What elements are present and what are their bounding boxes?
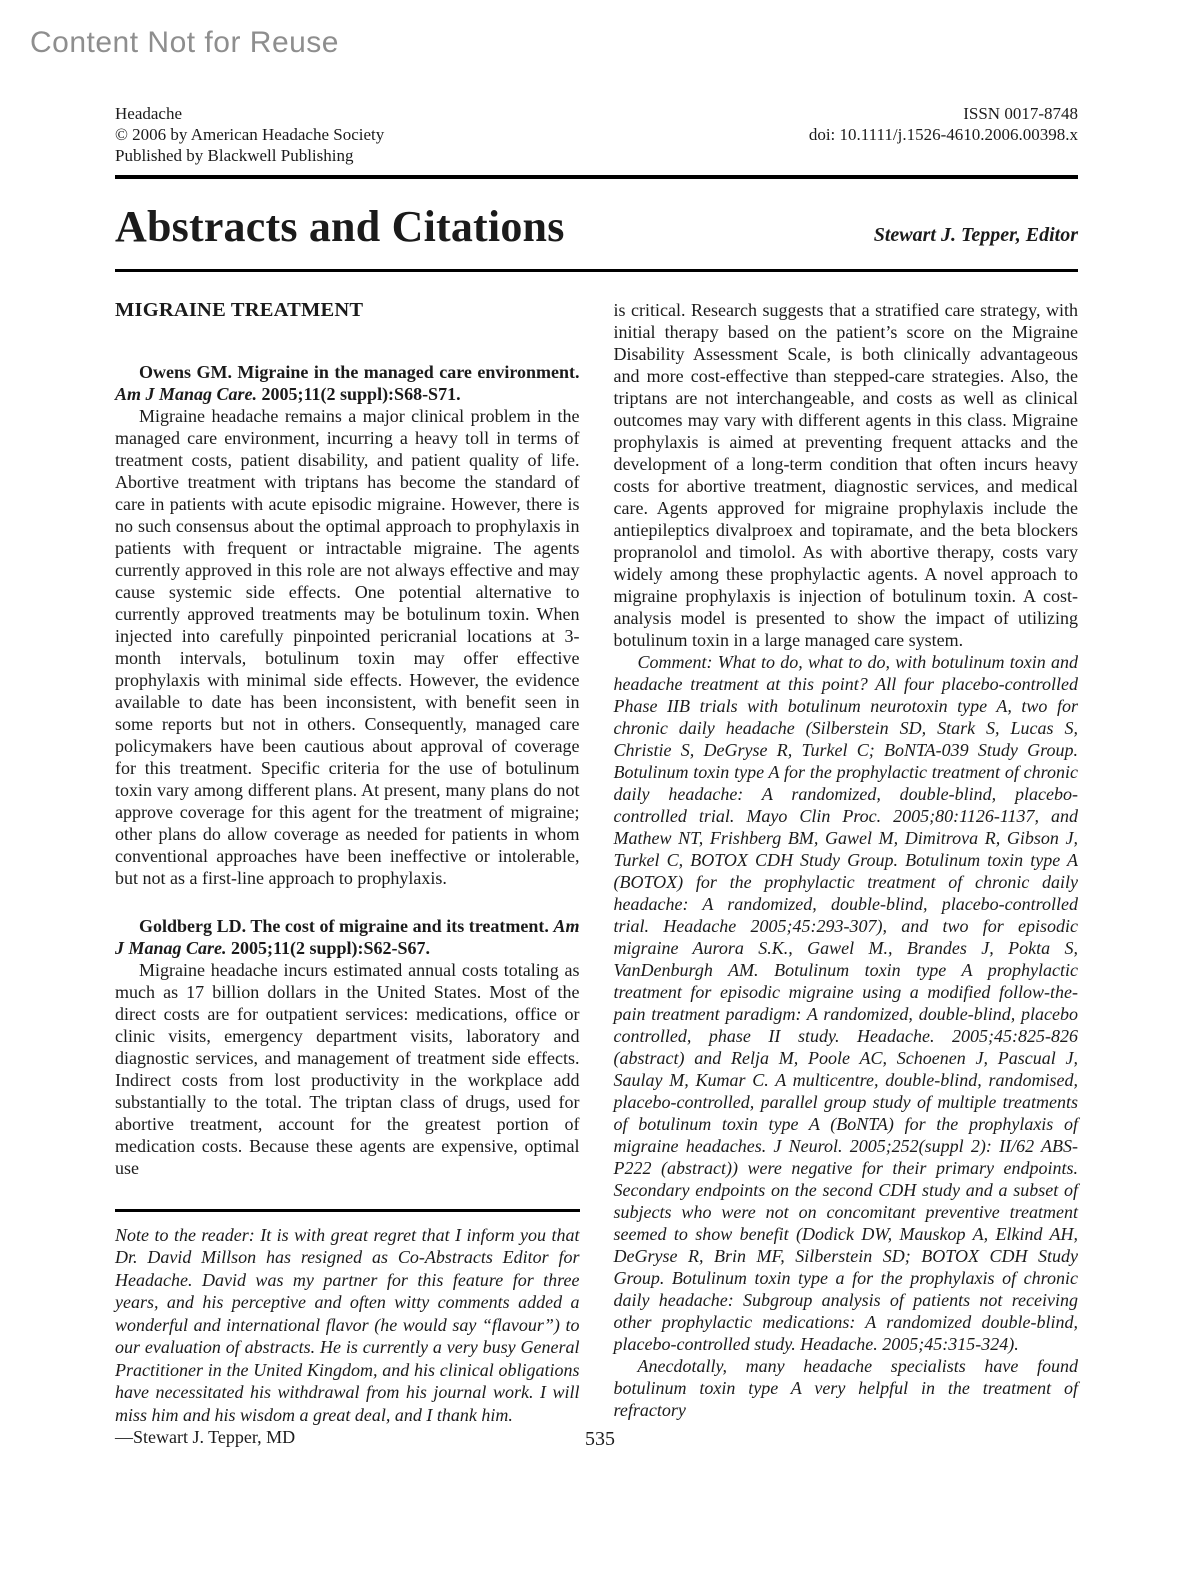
section-heading-migraine-treatment: MIGRAINE TREATMENT [115, 299, 364, 322]
journal-info-block [115, 103, 384, 166]
citation-owens-ref: 2005;11(2 suppl):S68-S71. [261, 384, 461, 405]
abstract-goldberg-continuation: is critical. Research suggests that a stratified care strategy, with initial therapy based on the patient’s score on the Migraine Disability Assessment Scale, is both clinically advantageous and more cost-effective than stepped-care strategies. Also, the triptans are not interchangeable, and costs as well as clinical outcomes may vary with different agents in this class. Migraine prophylaxis is aimed at preventing frequent attacks and the development of a long-term condition that often incurs heavy costs for abortive treatment, diagnostic services, and medical care. Agents approved for migraine prophylaxis include the antiepileptics divalproex and topiramate, and the beta blockers propranolol and timolol. As with abortive therapy, costs vary widely among these prophylactic agents. A novel approach to migraine prophylaxis is injection of botulinum toxin. A cost-analysis model is presented to show the impact of utilizing botulinum toxin in a large managed care system. [613, 300, 1078, 651]
issn-line: ISSN 0017-8748 [963, 104, 1078, 123]
issn-doi-block [809, 103, 1078, 166]
note-to-reader [115, 1224, 580, 1449]
doi-line: doi: 10.1111/j.1526-4610.2006.00398.x [808, 125, 1078, 144]
citation-goldberg [115, 915, 580, 959]
note-text: Note to the reader: It is with great regret that I inform you that Dr. David Millson has resigned as Co-Abstracts Editor for Headache. David was my partner for this feature for three years, and his perceptive and often witty comments added a wonderful and international flavor (he would say “flavour”) to our evaluation of abstracts. He is currently a very busy General Practitioner in the United Kingdom, and his clinical obligations have necessitated his withdrawal from his journal work. I will miss him and his wisdom a great deal, and I thank him. [115, 1224, 580, 1425]
page-content [115, 103, 1078, 1449]
note-signature: —Stewart J. Tepper, MD [115, 1427, 296, 1448]
content-not-for-reuse-watermark: Content Not for Reuse [30, 26, 339, 59]
copyright-line: © 2006 by American Headache Society [115, 125, 385, 144]
citation-goldberg-ref: 2005;11(2 suppl):S62-S67. [231, 938, 431, 959]
citation-owens-journal: Am J Manag Care. [115, 384, 258, 405]
note-separator-rule [115, 1209, 580, 1212]
masthead-row [115, 203, 1078, 251]
right-column [614, 299, 1079, 1449]
journal-header [115, 103, 1078, 166]
abstract-goldberg-body: Migraine headache incurs estimated annual costs totaling as much as 17 billion dollars in the United States. Most of the direct costs are for outpatient services: medications, office or clinic visits, emergency department visits, laboratory and diagnostic services, and management of treatment side effects. Indirect costs from lost productivity in the workplace add substantially to the total. The triptan class of drugs, used for abortive treatment, account for the greatest portion of medication costs. Because these agents are expensive, optimal use [115, 960, 580, 1179]
publisher-line: Published by Blackwell Publishing [115, 146, 354, 165]
header-rule [115, 175, 1078, 179]
citation-owens-authors: Owens GM. Migraine in the managed care environment. [139, 362, 580, 383]
abstract-owens-body: Migraine headache remains a major clinical problem in the managed care environment, incurring a heavy toll in terms of treatment costs, patient disability, and patient quality of life. Abortive treatment with triptans has become the standard of care in patients with acute episodic migraine. However, there is no such consensus about the optimal approach to prophylaxis in patients with frequent or intractable migraine. The agents currently approved in this role are not always effective and may cause systemic side effects. One potential alternative to currently approved treatments may be botulinum toxin. When injected into carefully pinpointed pericranial locations at 3-month intervals, botulinum toxin may offer effective prophylaxis with minimal side effects. However, the evidence available to date has been inconsistent, with benefit seen in some reports but not in others. Consequently, managed care policymakers have been cautious about approval of coverage for this treatment. Specific criteria for the use of botulinum toxin vary among different plans. At present, many plans do not approve coverage for this agent for the treatment of migraine; other plans do allow coverage as needed for patients in whom conventional approaches have been ineffective or intolerable, but not as a first-line approach to prophylaxis. [115, 406, 580, 889]
citation-owens [115, 361, 580, 405]
editor-credit: Stewart J. Tepper, Editor [873, 224, 1078, 246]
left-column [115, 299, 580, 1449]
page-title: Abstracts and Citations [115, 202, 565, 251]
editor-comment: Comment: What to do, what to do, with botulinum toxin and headache treatment at this point? All four placebo-controlled Phase IIB trials with botulinum neurotoxin type A, two for chronic daily headache (Silberstein SD, Stark S, Lucas S, Christie S, DeGryse R, Turkel C; BoNTA-039 Study Group. Botulinum toxin type A for the prophylactic treatment of chronic daily headache: A randomized, double-blind, placebo-controlled trial. Mayo Clin Proc. 2005;80:1126-1137, and Mathew NT, Frishberg BM, Gawel M, Dimitrova R, Gibson J, Turkel C, BOTOX CDH Study Group. Botulinum toxin type A (BOTOX) for the prophylactic treatment of chronic daily headache: A randomized, double-blind, placebo-controlled trial. Headache 2005;45:293-307), and two for episodic migraine Aurora S.K., Gawel M., Brandes J, Pokta S, VanDenburgh AM. Botulinum toxin type A prophylactic treatment for episodic migraine using a modified follow-the-pain treatment paradigm: A randomized, double-blind, placebo controlled, phase II study. Headache. 2005;45:825-826 (abstract) and Relja M, Poole AC, Schoenen J, Pascual J, Saulay M, Kumar C. A multicentre, double-blind, randomised, placebo-controlled, parallel group study of multiple treatments of botulinum toxin type A (BoNTA) for the prophylaxis of migraine headaches. J Neurol. 2005;252(suppl 2): II/62 ABS-P222 (abstract)) were negative for their primary endpoints. Secondary endpoints on the second CDH study and a subset of subjects who were not on concomitant preventive treatment seemed to show benefit (Dodick DW, Mauskop A, Elkind AH, DeGryse R, Brin MF, Silberstein SD; BOTOX CDH Study Group. Botulinum toxin type a for the prophylaxis of chronic daily headache: Subgroup analysis of patients not receiving other prophylactic medications: A randomized double-blind, placebo-controlled study. Headache. 2005;45:315-324). [613, 652, 1078, 1355]
citation-goldberg-journal: Am J Manag Care. [115, 916, 580, 959]
journal-name: Headache [115, 104, 183, 123]
page-number: 535 [585, 1428, 615, 1450]
two-column-body [115, 299, 1078, 1449]
title-rule [115, 269, 1078, 272]
editor-comment-anecdote: Anecdotally, many headache specialists have found botulinum toxin type A very helpful in the treatment of refractory [613, 1356, 1078, 1421]
citation-goldberg-authors: Goldberg LD. The cost of migraine and its treatment. [139, 916, 549, 937]
